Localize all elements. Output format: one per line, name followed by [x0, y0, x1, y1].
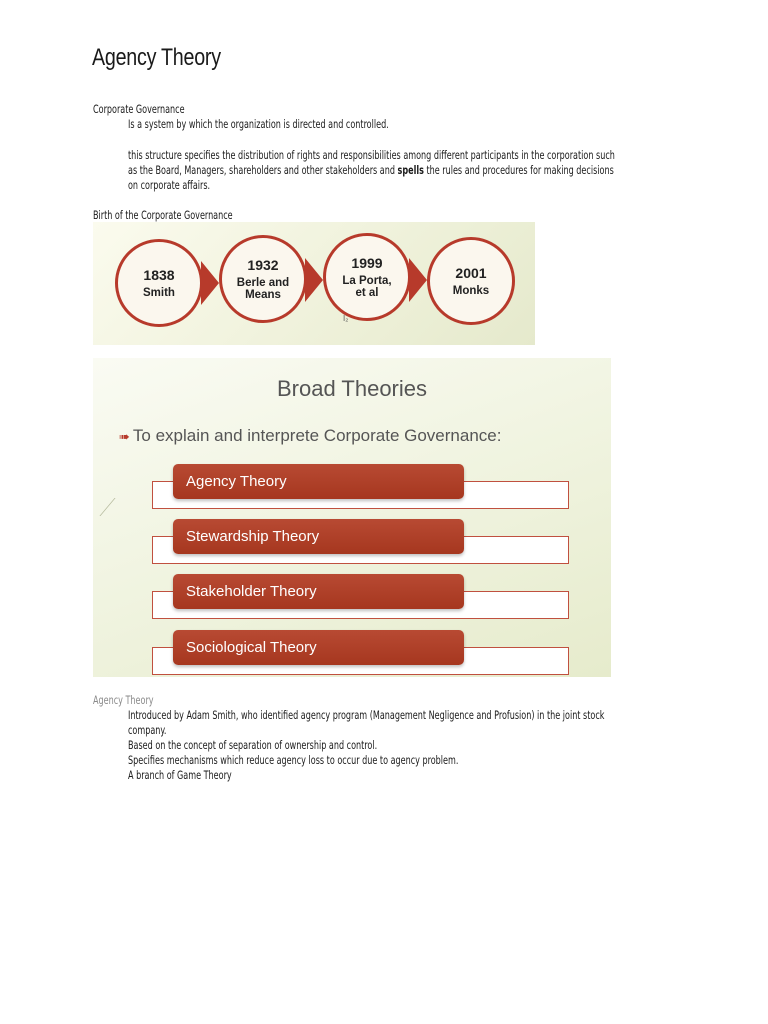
bullet-arrow-icon: ➠ — [119, 429, 130, 444]
timeline-name: Smith — [143, 287, 175, 299]
section-heading-birth: Birth of the Corporate Governance — [93, 208, 233, 222]
slide-title: Broad Theories — [276, 376, 427, 401]
theory-bar-stewardship: Stewardship Theory — [173, 519, 464, 554]
theory-bar-agency: Agency Theory — [173, 464, 464, 499]
paragraph-line-2 — [128, 163, 614, 178]
timeline-node-1999 — [323, 233, 411, 321]
theory-bar-sociological: Sociological Theory — [173, 630, 464, 665]
agency-line-3: Based on the concept of separation of ownership and control. — [128, 738, 378, 752]
paragraph-line-1: this structure specifies the distribution of rights and responsibilities among different participants in the corporation such — [128, 148, 615, 162]
timeline-name: Monks — [452, 285, 490, 297]
paragraph-line-2-start: as the Board, Managers, shareholders and other stakeholders and — [128, 163, 398, 177]
agency-line-5: A branch of Game Theory — [128, 768, 232, 782]
page-title: Agency Theory — [92, 44, 221, 71]
agency-line-2: company. — [128, 723, 167, 737]
timeline-arrow-icon — [201, 261, 219, 305]
slide-bullet — [119, 426, 501, 446]
timeline-arrow-icon — [409, 258, 427, 302]
decorative-line — [93, 498, 116, 516]
bold-word-spells: spells — [397, 163, 424, 177]
timeline-image — [93, 222, 535, 345]
timeline-node-1838 — [115, 239, 203, 327]
paragraph-line-2-end: the rules and procedures for making decisions — [423, 163, 614, 177]
agency-line-1: Introduced by Adam Smith, who identified agency program (Management Negligence and Profusion) in the joint stock — [128, 708, 605, 722]
timeline-node-2001 — [427, 237, 515, 325]
theory-bar-stakeholder: Stakeholder Theory — [173, 574, 464, 609]
timeline-arrow-icon — [305, 258, 323, 302]
definition-text: Is a system by which the organization is directed and controlled. — [128, 117, 389, 131]
slide-bullet-text: To explain and interprete Corporate Governance: — [132, 426, 502, 445]
timeline-year: 1999 — [351, 255, 383, 271]
section-heading-agency-theory: Agency Theory — [93, 693, 154, 707]
section-heading-corporate-governance: Corporate Governance — [93, 102, 185, 116]
timeline-node-1932 — [219, 235, 307, 323]
timeline-year: 2001 — [455, 265, 487, 281]
agency-line-4: Specifies mechanisms which reduce agency loss to occur due to agency problem. — [128, 753, 459, 767]
timeline-year: 1838 — [143, 267, 175, 283]
timeline-year: 1932 — [247, 257, 279, 273]
paragraph-line-3: on corporate affairs. — [128, 178, 211, 192]
cursor-mark-icon: I₂ — [343, 314, 349, 323]
timeline-name: Berle and Means — [236, 277, 290, 301]
broad-theories-slide — [93, 358, 611, 677]
timeline-name: La Porta, et al — [342, 275, 392, 299]
